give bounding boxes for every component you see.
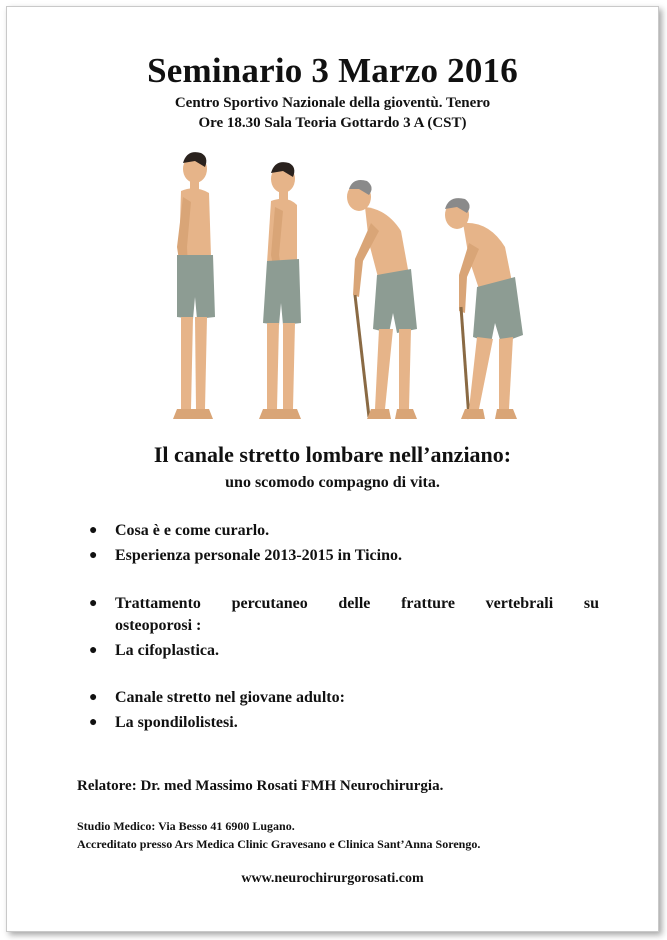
list-item [89, 545, 599, 567]
bullet-icon: ● [89, 690, 98, 705]
bullet-icon: ● [89, 643, 98, 658]
figure-slight-stoop-icon [259, 162, 301, 419]
posture-progression-illustration [147, 147, 527, 427]
speaker-line: Relatore: Dr. med Massimo Rosati FMH Neurochirurgia. [77, 778, 444, 794]
list-item [89, 712, 599, 734]
topic-subheading: uno scomodo compagno di vita. [225, 474, 440, 491]
studio-address: Studio Medico: Via Besso 41 6900 Lugano. [77, 819, 295, 833]
topic-heading: Il canale stretto lombare nell’anziano: [153, 442, 512, 467]
bullet-icon: ● [89, 523, 98, 538]
list-item-text: La spondilolistesi. [115, 714, 238, 731]
list-item-text: Canale stretto nel giovane adulto: [115, 689, 345, 706]
bullet-icon: ● [89, 548, 98, 563]
flyer-page [6, 6, 659, 932]
figure-severe-stoop-icon [445, 198, 523, 419]
list-item-text: Esperienza personale 2013-2015 in Ticino. [115, 547, 402, 564]
list-item [89, 687, 599, 709]
accreditation-line: Accreditato presso Ars Medica Clinic Gravesano e Clinica Sant’Anna Sorengo. [77, 837, 481, 851]
list-item-line: Trattamento percutaneo delle fratture vertebrali su [115, 595, 599, 612]
figure-upright-icon [173, 152, 215, 419]
list-item-line: osteoporosi : [115, 617, 202, 634]
website-link[interactable]: www.neurochirurgorosati.com [241, 871, 424, 886]
venue-line: Centro Sportivo Nazionale della gioventù. Tenero [174, 95, 491, 111]
list-item [89, 520, 599, 542]
bullet-icon: ● [89, 596, 98, 611]
figure-elderly-cane-icon [347, 180, 417, 419]
list-item-text: La cifoplastica. [115, 642, 219, 659]
list-item-text [115, 593, 599, 637]
time-room-line: Ore 18.30 Sala Teoria Gottardo 3 A (CST) [198, 115, 467, 131]
seminar-title: Seminario 3 Marzo 2016 [147, 51, 518, 90]
bullet-icon: ● [89, 715, 98, 730]
list-item [89, 640, 599, 662]
list-item-text: Cosa è e come curarlo. [115, 522, 270, 539]
list-item [89, 593, 599, 637]
